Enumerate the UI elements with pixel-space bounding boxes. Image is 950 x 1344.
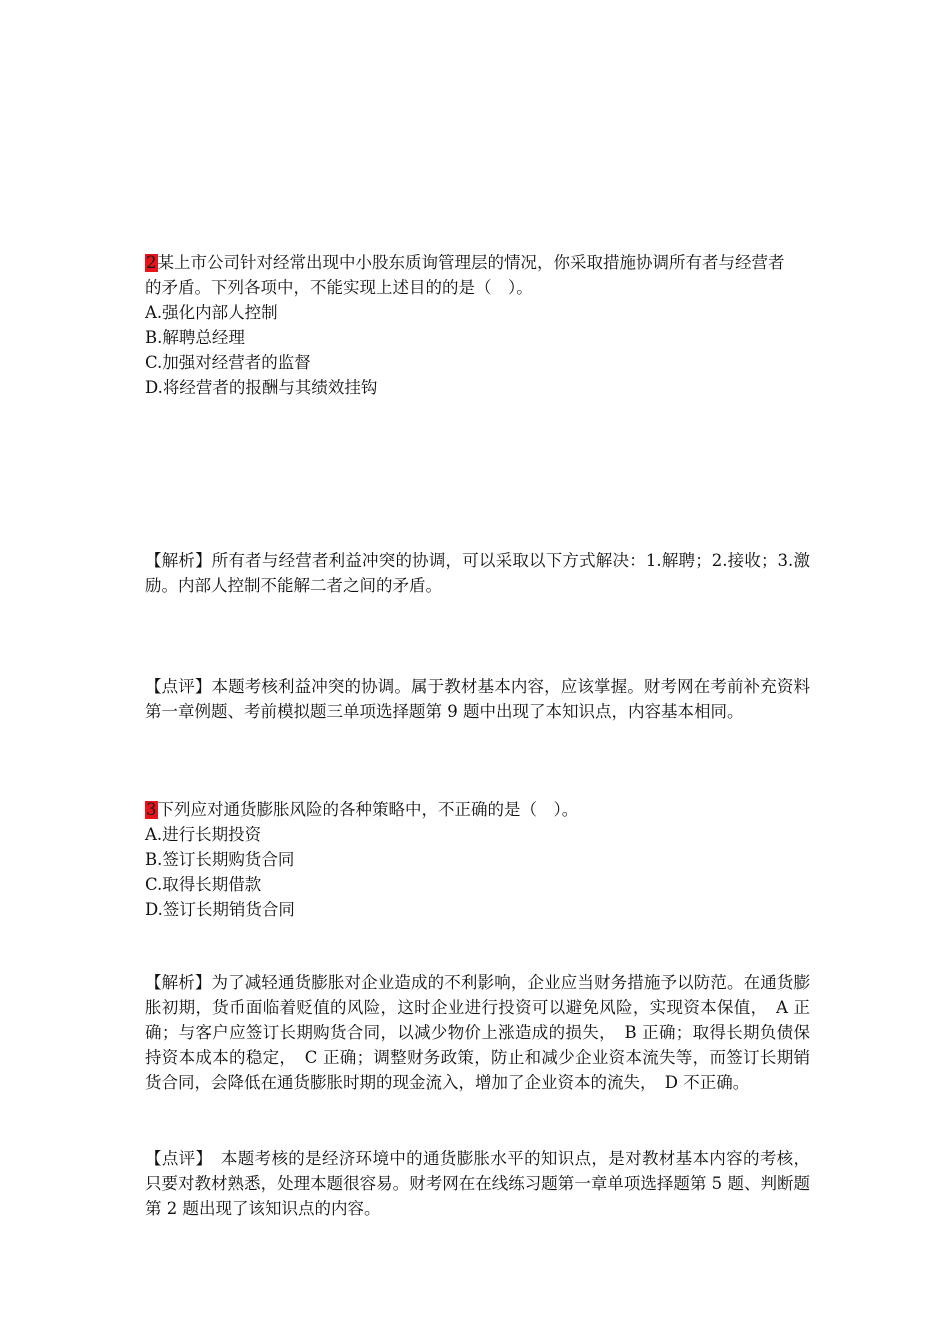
- question-2-stem-line-1: [145, 250, 810, 275]
- option-a: A.强化内部人控制: [145, 303, 278, 322]
- question-3-analysis: 【解析】为了减轻通货膨胀对企业造成的不利影响，企业应当财务措施予以防范。在通货膨胀初期，货币面临着贬值的风险，这时企业进行投资可以避免风险，实现资本保值， A 正确；与客户应签订长期购货合同，以减少物价上涨造成的损失， B 正确；取得长期负债保持资本成本的稳定， C 正确；调整财务政策，防止和减少企业资本流失等，而签订长期销货合同，会降低在通货膨胀时期的现金流入，增加了企业资本的流失， D 不正确。: [145, 973, 810, 1092]
- option-d: D.将经营者的报酬与其绩效挂钩: [145, 378, 378, 397]
- question-2-stem-text: 某上市公司针对经常出现中小股东质询管理层的情况，你采取措施协调所有者与经营者: [157, 253, 785, 272]
- question-3-comment: 【点评】 本题考核的是经济环境中的通货膨胀水平的知识点，是对教材基本内容的考核，只要对教材熟悉，处理本题很容易。财考网在在线练习题第一章单项选择题第 5 题、判断题第 2 题出现了该知识点的内容。: [145, 1149, 810, 1218]
- option-c: C.加强对经营者的监督: [145, 353, 311, 372]
- question-2: [145, 250, 810, 400]
- option-a: A.进行长期投资: [145, 825, 262, 844]
- option-d: D.签订长期销货合同: [145, 900, 295, 919]
- question-2-stem-line-2: 的矛盾。下列各项中，不能实现上述目的的是（ ）。: [145, 278, 533, 297]
- question-3-stem-text: 下列应对通货膨胀风险的各种策略中，不正确的是（ ）。: [157, 800, 579, 819]
- question-2-comment: 【点评】本题考核利益冲突的协调。属于教材基本内容，应该掌握。财考网在考前补充资料第一章例题、考前模拟题三单项选择题第 9 题中出现了本知识点，内容基本相同。: [145, 677, 810, 721]
- question-3: [145, 797, 810, 922]
- question-3-stem: [145, 797, 810, 822]
- option-b: B.解聘总经理: [145, 328, 245, 347]
- question-number-badge: 2: [146, 253, 157, 272]
- question-2-analysis: 【解析】所有者与经营者利益冲突的协调，可以采取以下方式解决：1.解聘；2.接收；3.激励。内部人控制不能解二者之间的矛盾。: [145, 551, 810, 595]
- option-b: B.签订长期购货合同: [145, 850, 295, 869]
- question-number-badge: 3: [146, 800, 157, 819]
- option-c: C.取得长期借款: [145, 875, 262, 894]
